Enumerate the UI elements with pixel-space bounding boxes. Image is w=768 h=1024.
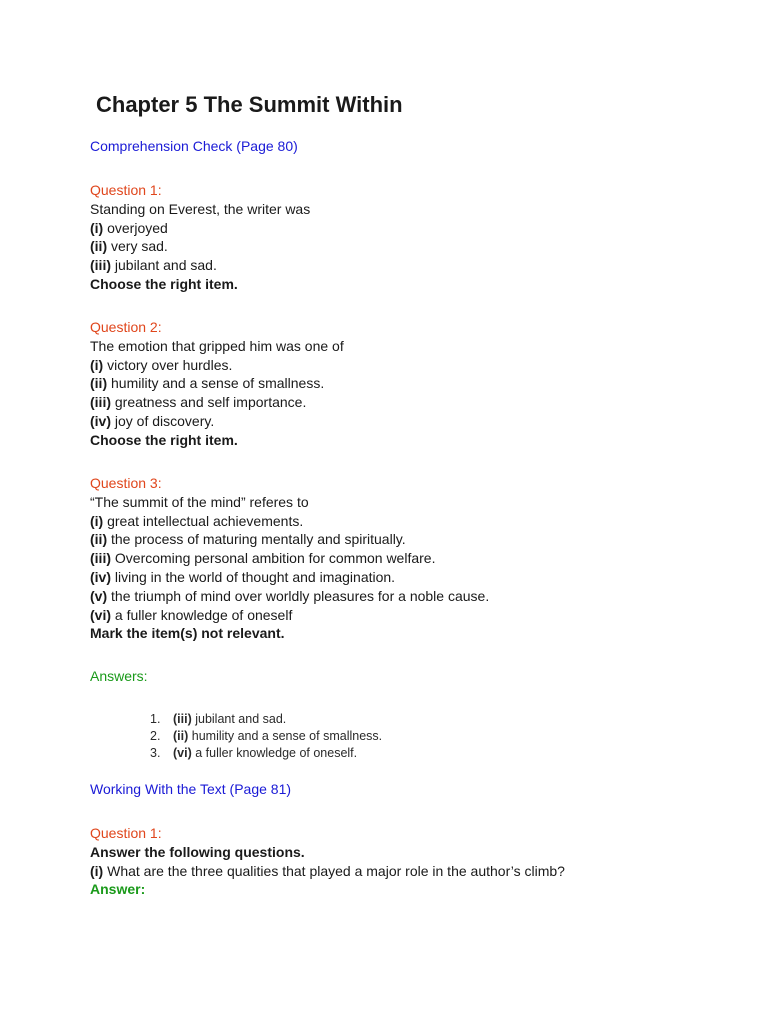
question-label: Question 2: (90, 319, 162, 335)
section-heading-working-with-text: Working With the Text (Page 81) (90, 781, 292, 797)
option-number: (ii) (173, 729, 189, 743)
option-text: a fuller knowledge of oneself (111, 606, 293, 623)
option-line (90, 606, 489, 625)
option-number: (iv) (90, 412, 111, 429)
list-item (150, 745, 382, 762)
list-number: 1. (150, 712, 161, 726)
option-line (90, 512, 489, 531)
option-number: (iii) (90, 257, 111, 274)
option-number: (i) (90, 512, 104, 529)
option-line (90, 256, 310, 275)
option-text: the process of maturing mentally and spiritually. (107, 531, 406, 548)
option-number: (iii) (173, 712, 192, 726)
question-label: Question 1: (90, 825, 162, 841)
option-line (90, 393, 344, 412)
option-number: (i) (90, 356, 104, 373)
sub-question-text: What are the three qualities that played a major role in the author’s climb? (103, 862, 565, 879)
answers-list (150, 711, 382, 762)
question-instruction: Answer the following questions. (90, 843, 305, 860)
section-heading-comprehension: Comprehension Check (Page 80) (90, 138, 298, 154)
option-text: victory over hurdles. (103, 356, 233, 373)
answer-label: Answer: (90, 881, 146, 898)
question-instruction: Choose the right item. (90, 431, 238, 448)
option-text: Overcoming personal ambition for common welfare. (111, 550, 436, 567)
option-number: (v) (90, 587, 108, 604)
option-text: living in the world of thought and imagination. (111, 568, 396, 585)
option-line (90, 374, 344, 393)
option-text: jubilant and sad. (111, 257, 217, 274)
option-number: (i) (90, 219, 104, 236)
option-text: overjoyed (103, 219, 168, 236)
option-line (90, 587, 489, 606)
list-number: 2. (150, 729, 161, 743)
option-text: joy of discovery. (111, 412, 215, 429)
option-text: greatness and self importance. (111, 394, 307, 411)
option-number: (iii) (90, 394, 111, 411)
question-instruction: Choose the right item. (90, 275, 238, 292)
option-text: great intellectual achievements. (103, 512, 304, 529)
question-label: Question 3: (90, 475, 162, 491)
question-1-block (90, 181, 310, 294)
sub-question (90, 862, 565, 881)
option-text: the triumph of mind over worldly pleasures for a noble cause. (107, 587, 490, 604)
option-number: (iv) (90, 568, 111, 585)
option-line (90, 412, 344, 431)
question-instruction: Mark the item(s) not relevant. (90, 625, 285, 642)
option-number: (iii) (90, 550, 111, 567)
answers-heading: Answers: (90, 668, 148, 684)
option-number: (vi) (90, 606, 111, 623)
option-line (90, 530, 489, 549)
option-line (90, 568, 489, 587)
option-text: humility and a sense of smallness. (107, 375, 325, 392)
list-item (150, 728, 382, 745)
option-line (90, 549, 489, 568)
working-question-1-block (90, 824, 565, 899)
list-number: 3. (150, 746, 161, 760)
answer-text: jubilant and sad. (191, 712, 287, 726)
option-text: very sad. (107, 238, 168, 255)
option-line (90, 356, 344, 375)
question-stem: “The summit of the mind” referes to (90, 493, 309, 510)
page-title: Chapter 5 The Summit Within (96, 92, 403, 117)
option-number: (ii) (90, 531, 108, 548)
answer-text: humility and a sense of smallness. (188, 729, 383, 743)
list-item (150, 711, 382, 728)
answer-text: a fuller knowledge of oneself. (191, 746, 358, 760)
question-2-block (90, 318, 344, 450)
option-number: (vi) (173, 746, 192, 760)
option-number: (ii) (90, 375, 108, 392)
option-number: (i) (90, 862, 104, 879)
question-label: Question 1: (90, 182, 162, 198)
option-line (90, 219, 310, 238)
question-3-block (90, 474, 489, 643)
option-line (90, 237, 310, 256)
question-stem: Standing on Everest, the writer was (90, 200, 311, 217)
question-stem: The emotion that gripped him was one of (90, 337, 344, 354)
option-number: (ii) (90, 238, 108, 255)
